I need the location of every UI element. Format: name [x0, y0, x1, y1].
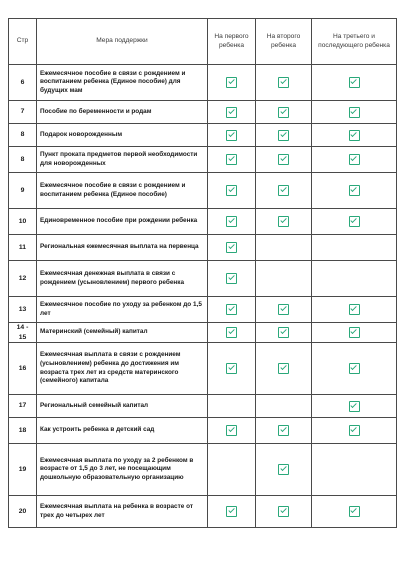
row-third-child-cell [312, 101, 397, 124]
row-second-child-cell [256, 496, 312, 528]
checkbox-checked-icon [349, 327, 360, 338]
row-third-child-cell [312, 418, 397, 444]
row-measure-name: Ежемесячная денежная выплата в связи с рождением (усыновлением) первого ребенка [37, 261, 208, 297]
row-third-child-cell [312, 395, 397, 418]
row-first-child-cell [208, 297, 256, 323]
checkbox-checked-icon [278, 130, 289, 141]
row-first-child-cell [208, 261, 256, 297]
checkbox-checked-icon [226, 107, 237, 118]
checkbox-checked-icon [226, 327, 237, 338]
checkbox-checked-icon [349, 216, 360, 227]
row-page-number: 20 [9, 496, 37, 528]
checkbox-checked-icon [226, 77, 237, 88]
row-third-child-cell [312, 65, 397, 101]
header-first-child: На первого ребенка [208, 19, 256, 65]
row-second-child-cell [256, 209, 312, 235]
support-measures-table [8, 18, 397, 528]
checkbox-checked-icon [226, 216, 237, 227]
row-third-child-cell [312, 343, 397, 395]
row-second-child-cell [256, 101, 312, 124]
row-second-child-cell [256, 297, 312, 323]
row-second-child-cell [256, 235, 312, 261]
row-second-child-cell [256, 65, 312, 101]
row-third-child-cell [312, 235, 397, 261]
row-third-child-cell [312, 297, 397, 323]
row-measure-name: Материнский (семейный) капитал [37, 323, 208, 343]
table-row [9, 343, 397, 395]
checkbox-checked-icon [349, 506, 360, 517]
row-first-child-cell [208, 496, 256, 528]
table-row [9, 209, 397, 235]
row-first-child-cell [208, 124, 256, 147]
row-measure-name: Подарок новорожденным [37, 124, 208, 147]
row-measure-name: Ежемесячная выплата по уходу за 2 ребенком в возрасте от 1,5 до 3 лет, не посещающим дошкольную образовательную организацию [37, 444, 208, 496]
checkbox-checked-icon [278, 77, 289, 88]
row-page-number: 7 [9, 101, 37, 124]
checkbox-checked-icon [226, 304, 237, 315]
row-third-child-cell [312, 209, 397, 235]
row-measure-name: Пункт проката предметов первой необходимости для новорожденных [37, 147, 208, 173]
row-page-number: 10 [9, 209, 37, 235]
checkbox-checked-icon [226, 185, 237, 196]
row-measure-name: Ежемесячное пособие в связи с рождением и воспитанием ребенка (Единое пособие) для будущих мам [37, 65, 208, 101]
row-second-child-cell [256, 124, 312, 147]
header-measure: Мера поддержки [37, 19, 208, 65]
row-page-number: 16 [9, 343, 37, 395]
checkbox-checked-icon [278, 107, 289, 118]
row-page-number: 11 [9, 235, 37, 261]
table-row [9, 65, 397, 101]
checkbox-checked-icon [278, 464, 289, 475]
row-measure-name: Единовременное пособие при рождении ребенка [37, 209, 208, 235]
table-row [9, 124, 397, 147]
row-page-number: 13 [9, 297, 37, 323]
row-page-number: 19 [9, 444, 37, 496]
row-second-child-cell [256, 343, 312, 395]
row-measure-name: Региональная ежемесячная выплата на первенца [37, 235, 208, 261]
table-row [9, 323, 397, 343]
row-second-child-cell [256, 261, 312, 297]
row-measure-name: Ежемесячное пособие по уходу за ребенком до 1,5 лет [37, 297, 208, 323]
row-second-child-cell [256, 173, 312, 209]
row-second-child-cell [256, 323, 312, 343]
row-third-child-cell [312, 261, 397, 297]
checkbox-checked-icon [349, 154, 360, 165]
row-second-child-cell [256, 444, 312, 496]
row-page-number: 12 [9, 261, 37, 297]
row-first-child-cell [208, 209, 256, 235]
checkbox-checked-icon [226, 273, 237, 284]
table-row [9, 261, 397, 297]
row-measure-name: Ежемесячная выплата на ребенка в возрасте от трех до четырех лет [37, 496, 208, 528]
checkbox-checked-icon [278, 216, 289, 227]
row-first-child-cell [208, 147, 256, 173]
checkbox-checked-icon [349, 130, 360, 141]
checkbox-checked-icon [349, 185, 360, 196]
checkbox-checked-icon [278, 363, 289, 374]
table-row [9, 418, 397, 444]
row-third-child-cell [312, 496, 397, 528]
row-page-number: 8 [9, 124, 37, 147]
row-page-number: 9 [9, 173, 37, 209]
checkbox-checked-icon [278, 185, 289, 196]
row-second-child-cell [256, 395, 312, 418]
header-page: Стр [9, 19, 37, 65]
row-first-child-cell [208, 395, 256, 418]
row-page-number: 17 [9, 395, 37, 418]
table-row [9, 297, 397, 323]
row-first-child-cell [208, 101, 256, 124]
header-second-child: На второго ребенка [256, 19, 312, 65]
row-page-number: 8 [9, 147, 37, 173]
row-third-child-cell [312, 444, 397, 496]
row-first-child-cell [208, 235, 256, 261]
row-measure-name: Ежемесячная выплата в связи с рождением (усыновлением) ребенка до достижения им возраста трех лет из средств материнского (семейного) капитала [37, 343, 208, 395]
table-row [9, 173, 397, 209]
checkbox-checked-icon [349, 77, 360, 88]
checkbox-checked-icon [226, 242, 237, 253]
header-third-child: На третьего и последующего ребенка [312, 19, 397, 65]
checkbox-checked-icon [278, 154, 289, 165]
row-page-number: 6 [9, 65, 37, 101]
table-row [9, 101, 397, 124]
row-page-number: 14 - 15 [9, 323, 37, 343]
row-measure-name: Пособие по беременности и родам [37, 101, 208, 124]
row-page-number: 18 [9, 418, 37, 444]
row-measure-name: Как устроить ребенка в детский сад [37, 418, 208, 444]
row-first-child-cell [208, 343, 256, 395]
checkbox-checked-icon [349, 107, 360, 118]
checkbox-checked-icon [349, 363, 360, 374]
checkbox-checked-icon [278, 506, 289, 517]
row-second-child-cell [256, 418, 312, 444]
checkbox-checked-icon [278, 304, 289, 315]
table-row [9, 496, 397, 528]
table-row [9, 395, 397, 418]
row-third-child-cell [312, 173, 397, 209]
checkbox-checked-icon [226, 425, 237, 436]
row-measure-name: Ежемесячное пособие в связи с рождением и воспитанием ребенка (Единое пособие) [37, 173, 208, 209]
checkbox-checked-icon [226, 130, 237, 141]
table-row [9, 235, 397, 261]
checkbox-checked-icon [226, 363, 237, 374]
row-first-child-cell [208, 418, 256, 444]
table-row [9, 147, 397, 173]
row-measure-name: Региональный семейный капитал [37, 395, 208, 418]
row-first-child-cell [208, 65, 256, 101]
checkbox-checked-icon [226, 154, 237, 165]
row-third-child-cell [312, 147, 397, 173]
row-third-child-cell [312, 323, 397, 343]
checkbox-checked-icon [349, 304, 360, 315]
checkbox-checked-icon [349, 425, 360, 436]
row-first-child-cell [208, 173, 256, 209]
table-header-row [9, 19, 397, 65]
row-second-child-cell [256, 147, 312, 173]
checkbox-checked-icon [278, 327, 289, 338]
row-first-child-cell [208, 323, 256, 343]
table-row [9, 444, 397, 496]
checkbox-checked-icon [226, 506, 237, 517]
row-third-child-cell [312, 124, 397, 147]
checkbox-checked-icon [349, 401, 360, 412]
checkbox-checked-icon [278, 425, 289, 436]
row-first-child-cell [208, 444, 256, 496]
